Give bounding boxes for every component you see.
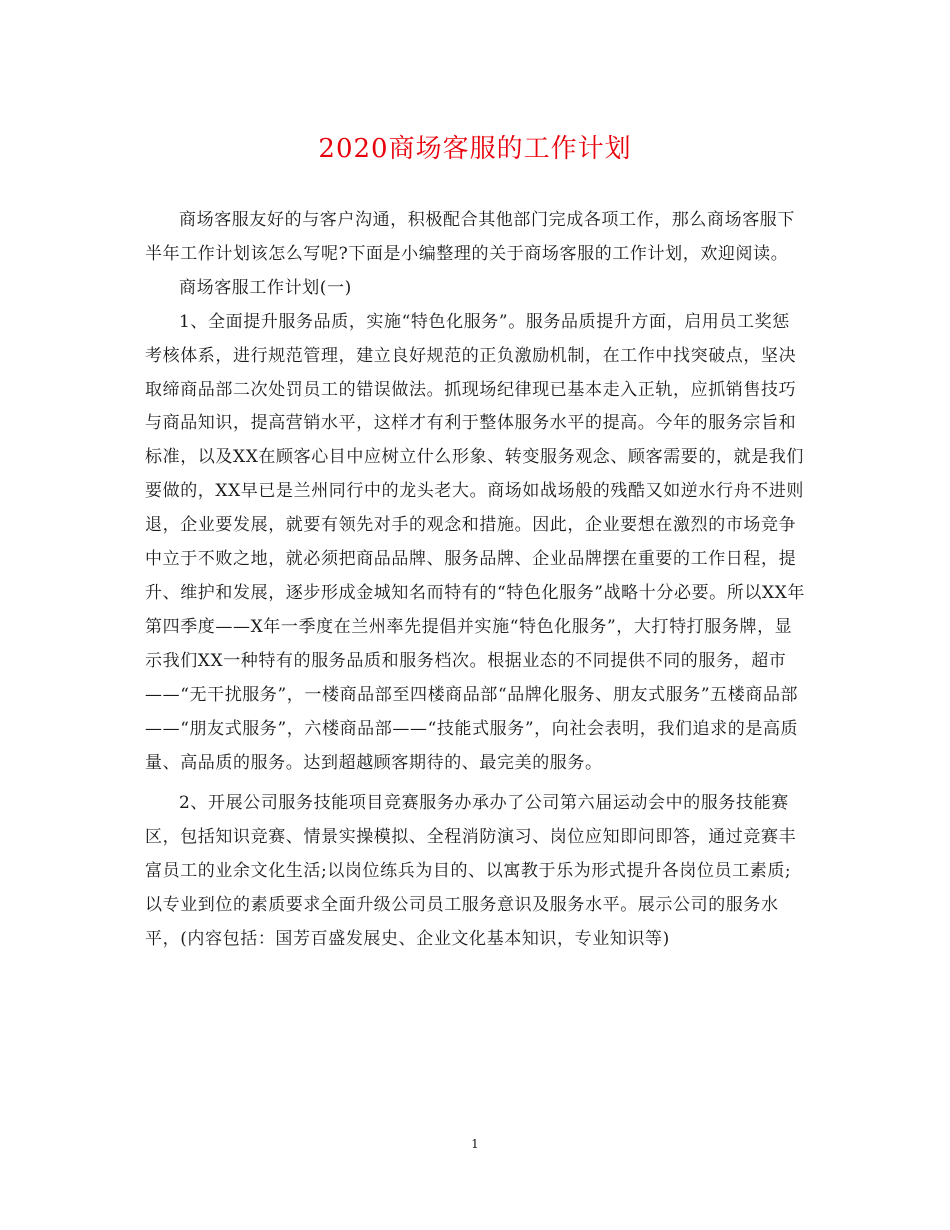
point-1-paragraph: 1、全面提升服务品质，实施“特色化服务”。服务品质提升方面，启用员工奖惩考核体系，进行规范管理，建立良好规范的正负激励机制，在工作中找突破点，坚决取缔商品部二次处罚员工的错误做法。抓现场纪律现已基本走入正轨，应抓销售技巧与商品知识，提高营销水平，这样才有利于整体服务水平的提高。今年的服务宗旨和标准，以及XX在顾客心目中应树立什么形象、转变服务观念、顾客需要的，就是我们要做的，XX早已是兰州同行中的龙头老大。商场如战场般的残酷又如逆水行舟不进则退，企业要发展，就要有领先对手的观念和措施。因此，企业要想在激烈的市场竞争中立于不败之地，就必须把商品品牌、服务品牌、企业品牌摆在重要的工作日程，提升、维护和发展，逐步形成金城知名而特有的“特色化服务”战略十分必要。所以XX年第四季度——X年一季度在兰州率先提倡并实施“特色化服务”，大打特打服务牌，显示我们XX一种特有的服务品质和服务档次。根据业态的不同提供不同的服务，超市——“无干扰服务”，一楼商品部至四楼商品部“品牌化服务、朋友式服务”五楼商品部——“朋友式服务”，六楼商品部——“技能式服务”，向社会表明，我们追求的是高质量、高品质的服务。达到超越顾客期待的、最完美的服务。	[145, 311, 805, 773]
point-2-paragraph: 2、开展公司服务技能项目竞赛服务办承办了公司第六届运动会中的服务技能赛区，包括知识竞赛、情景实操模拟、全程消防演习、岗位应知即问即答，通过竞赛丰富员工的业余文化生活;以岗位练兵为目的、以寓教于乐为形式提升各岗位员工素质;以专业到位的素质要求全面升级公司员工服务意识及服务水平。展示公司的服务水平，(内容包括：国芳百盛发展史、企业文化基本知识，专业知识等)	[145, 793, 797, 950]
document-title: 2020商场客服的工作计划	[318, 134, 632, 164]
intro-paragraph: 商场客服友好的与客户沟通，积极配合其他部门完成各项工作，那么商场客服下半年工作计划该怎么写呢?下面是小编整理的关于商场客服的工作计划，欢迎阅读。	[145, 210, 795, 264]
section-heading: 商场客服工作计划(一)	[179, 277, 352, 298]
page-number: 1	[471, 1137, 479, 1151]
paragraph-gap	[145, 780, 807, 787]
document-body	[145, 204, 807, 957]
